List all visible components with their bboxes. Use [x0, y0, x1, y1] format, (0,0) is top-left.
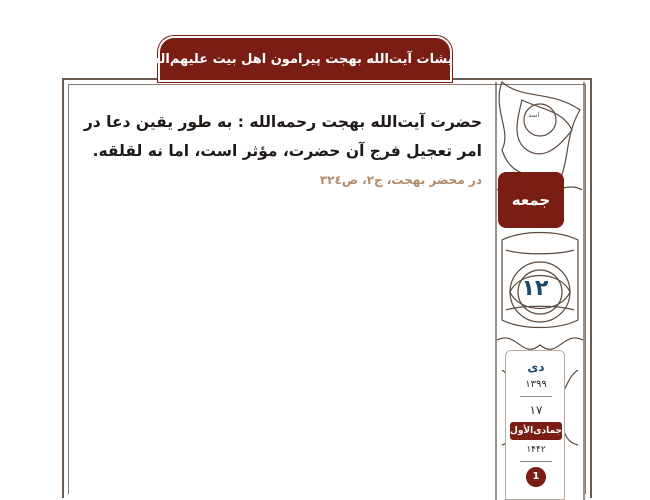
date-panel [505, 350, 565, 500]
hijri-year: ۱۴۴۲ [526, 445, 546, 455]
divider [520, 396, 552, 397]
solar-year: ۱۳۹۹ [525, 379, 547, 390]
header-tab [127, 38, 483, 80]
solar-month: دی [527, 360, 545, 374]
divider [520, 461, 552, 462]
weekday-badge [498, 172, 564, 228]
quote-source: در محضر بهجت، ج۲، ص۳۲٤ [319, 173, 482, 187]
header-title: فرمایشات آیت‌الله بهجت پیرامون اهل بیت عليهم‌السلام [127, 51, 483, 67]
corner-label: اسد [528, 111, 540, 119]
weekday-label: جمعه [511, 191, 551, 209]
day-number: ۱۲ [521, 276, 549, 301]
gregorian-day-badge: 1 [526, 467, 546, 487]
quote-text: حضرت آیت‌الله بهجت رحمه‌الله : به طور یقین دعا در امر تعجیل فرج آن حضرت، مؤثر است، اما نه لقلقه. [83, 113, 482, 160]
hijri-day: ۱۷ [529, 403, 543, 417]
hijri-month: جمادی‌الأول [510, 422, 562, 440]
